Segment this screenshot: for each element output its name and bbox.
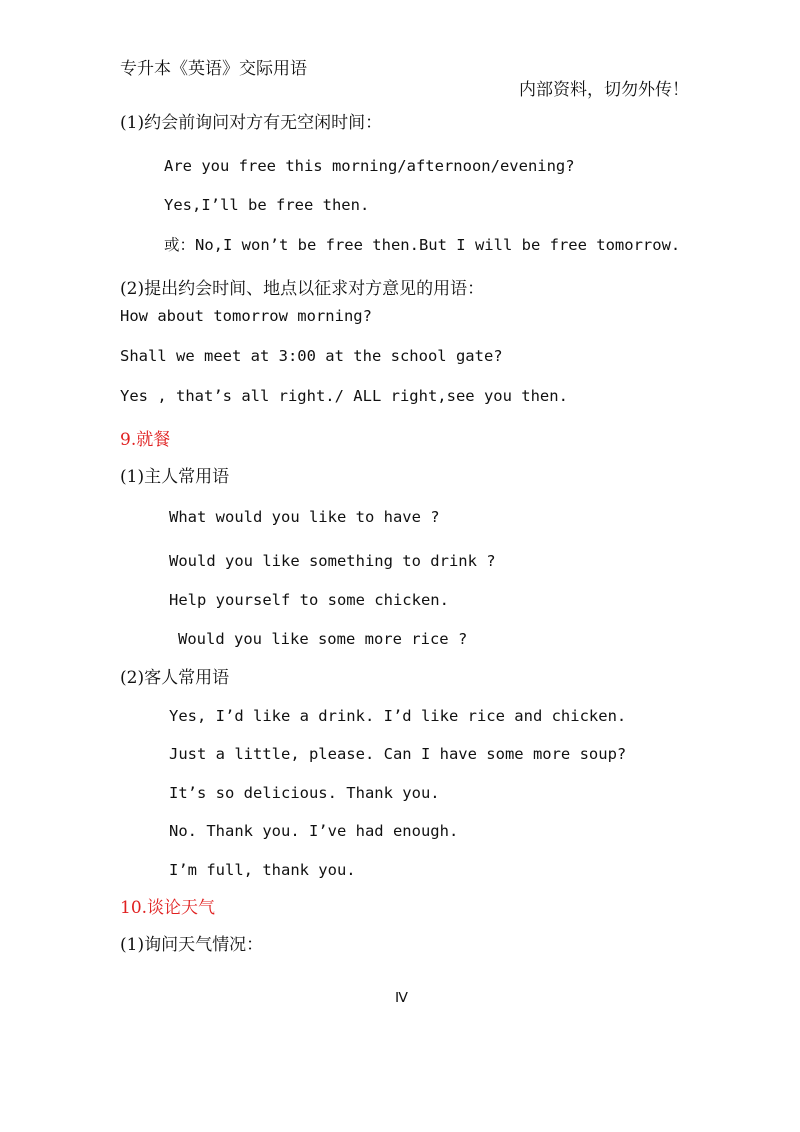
page-header-title: 专升本《英语》交际用语 [120,59,307,79]
example-sentence: What would you like to have ? [169,508,440,526]
section-heading-dining: 9.就餐 [120,430,171,450]
example-sentence: 或：No,I won’t be free then.But I will be free tomorrow. [164,236,681,254]
example-sentence: No. Thank you. I’ve had enough. [169,822,459,840]
example-sentence: Yes, I’d like a drink. I’d like rice and chicken. [169,707,627,725]
subheading: (1)主人常用语 [120,467,230,487]
example-sentence: Just a little, please. Can I have some more soup? [169,745,627,763]
confidential-notice: 内部资料，切勿外传！ [519,80,689,100]
example-sentence: Help yourself to some chicken. [169,591,449,609]
example-sentence: Yes,I’ll be free then. [164,196,370,214]
example-sentence: I’m full, thank you. [169,861,356,879]
example-sentence: It’s so delicious. Thank you. [169,784,440,802]
page-number: Ⅳ [395,991,408,1006]
subheading: (2)提出约会时间、地点以征求对方意见的用语： [120,279,485,299]
subheading: (1)询问天气情况： [120,935,264,955]
example-sentence: Are you free this morning/afternoon/evening? [164,157,575,175]
example-sentence: Would you like something to drink ? [169,552,496,570]
example-sentence: How about tomorrow morning? [120,307,372,325]
example-sentence: Would you like some more rice ? [178,630,468,648]
example-sentence: Shall we meet at 3:00 at the school gate? [120,347,503,365]
subheading: (1)约会前询问对方有无空闲时间： [120,113,383,133]
section-heading-weather: 10.谈论天气 [120,898,216,918]
subheading: (2)客人常用语 [120,668,230,688]
example-sentence: Yes , that’s all right./ ALL right,see you then. [120,387,568,405]
